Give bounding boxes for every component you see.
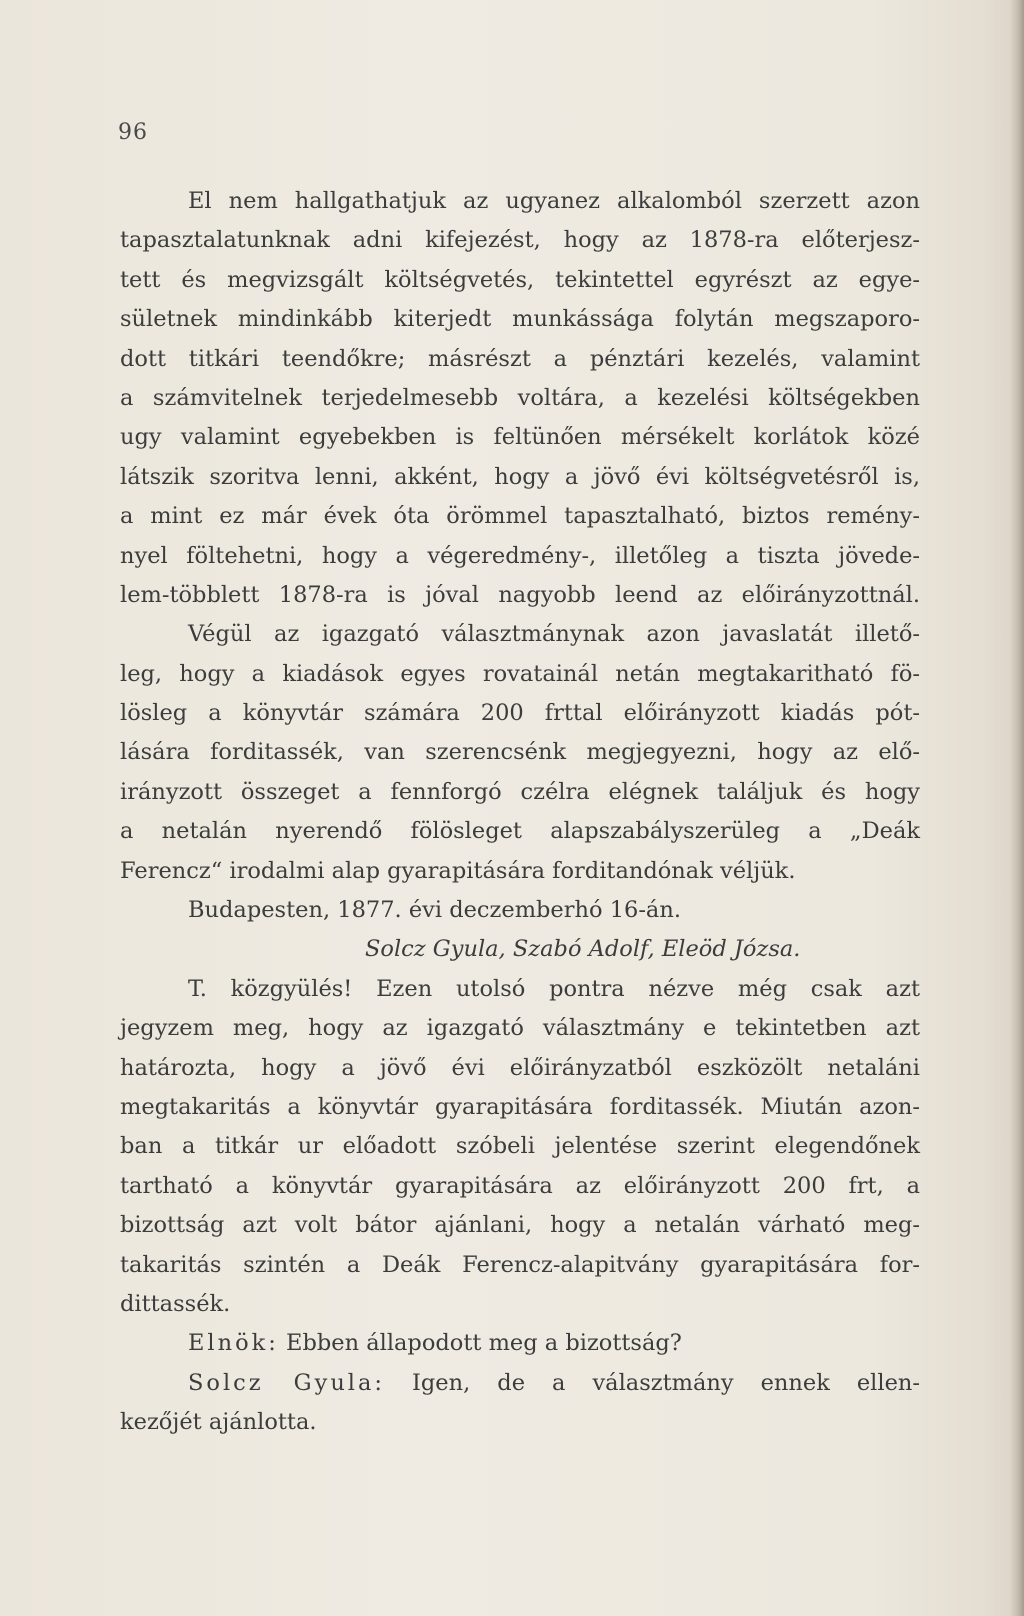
text-line: irányzott összeget a fennforgó czélra elégnek találjuk és hogy [120, 778, 920, 805]
text-line: takaritás szintén a Deák Ferencz-alapitvány gyarapitására for- [120, 1251, 920, 1278]
speaker-line [120, 1324, 920, 1363]
text-line: T. közgyülés! Ezen utolsó pontra nézve még csak azt [188, 975, 920, 1002]
text-line: ban a titkár ur előadott szóbeli jelentése szerint elegendőnek [120, 1133, 920, 1160]
speaker-line [120, 1364, 920, 1403]
text-line: látszik szoritva lenni, akként, hogy a jövő évi költségvetésről is, [120, 463, 920, 490]
date-line: Budapesten, 1877. évi deczemberhó 16-án. [188, 897, 681, 924]
text-line: lására forditassék, van szerencsénk megjegyezni, hogy az elő- [120, 739, 920, 766]
page-edge-shadow [1010, 0, 1024, 1616]
speaker-text: Igen, de a választmány ennek ellen- [385, 1369, 920, 1396]
text-line: leg, hogy a kiadások egyes rovatainál netán megtakaritható fö- [120, 660, 920, 687]
signatures-line: Solcz Gyula, Szabó Adolf, Eleöd Józsa. [365, 936, 801, 963]
text-line: tartható a könyvtár gyarapitására az előirányzott 200 frt, a [120, 1172, 920, 1199]
text-line: lösleg a könyvtár számára 200 frttal előirányzott kiadás pót- [120, 700, 920, 727]
text-line: ugy valamint egyebekben is feltünően mérsékelt korlátok közé [120, 424, 920, 451]
page-number: 96 [118, 120, 148, 145]
speaker-text: Ebben állapodott meg a bizottság? [278, 1330, 682, 1357]
text-line: a netalán nyerendő fölösleget alapszabályszerüleg a „Deák [120, 818, 920, 845]
text-line: kezőjét ajánlotta. [120, 1409, 317, 1436]
speaker-name: Elnök: [188, 1330, 279, 1357]
text-line: határozta, hogy a jövő évi előirányzatból eszközölt netaláni [120, 1054, 920, 1081]
text-line: sületnek mindinkább kiterjedt munkássága folytán megszaporo- [120, 306, 920, 333]
text-line: El nem hallgathatjuk az ugyanez alkalomból szerzett azon [188, 188, 920, 214]
text-line: a számvitelnek terjedelmesebb voltára, a kezelési költségekben [120, 384, 920, 411]
text-line: nyel föltehetni, hogy a végeredmény-, illetőleg a tiszta jövede- [120, 542, 920, 569]
text-line: lem-többlett 1878-ra is jóval nagyobb leend az előirányzottnál. [120, 581, 920, 608]
text-line: dott titkári teendőkre; másrészt a pénztári kezelés, valamint [120, 345, 920, 372]
text-line: Végül az igazgató választmánynak azon javaslatát illető- [188, 621, 920, 648]
speaker-name: Solcz Gyula: [188, 1369, 385, 1396]
text-line: Ferencz“ irodalmi alap gyarapitására forditandónak véljük. [120, 857, 796, 884]
text-line: megtakaritás a könyvtár gyarapitására forditassék. Miután azon- [120, 1093, 920, 1120]
text-line: tapasztalatunknak adni kifejezést, hogy az 1878-ra előterjesz- [120, 227, 920, 254]
text-line: dittassék. [120, 1290, 231, 1317]
body-text [120, 182, 920, 1443]
text-line: bizottság azt volt bátor ajánlani, hogy a netalán várható meg- [120, 1212, 920, 1239]
text-line: jegyzem meg, hogy az igazgató választmány e tekintetben azt [120, 1015, 920, 1042]
text-line: tett és megvizsgált költségvetés, tekintettel egyrészt az egye- [120, 266, 920, 293]
text-line: a mint ez már évek óta örömmel tapasztalható, biztos remény- [120, 503, 920, 530]
